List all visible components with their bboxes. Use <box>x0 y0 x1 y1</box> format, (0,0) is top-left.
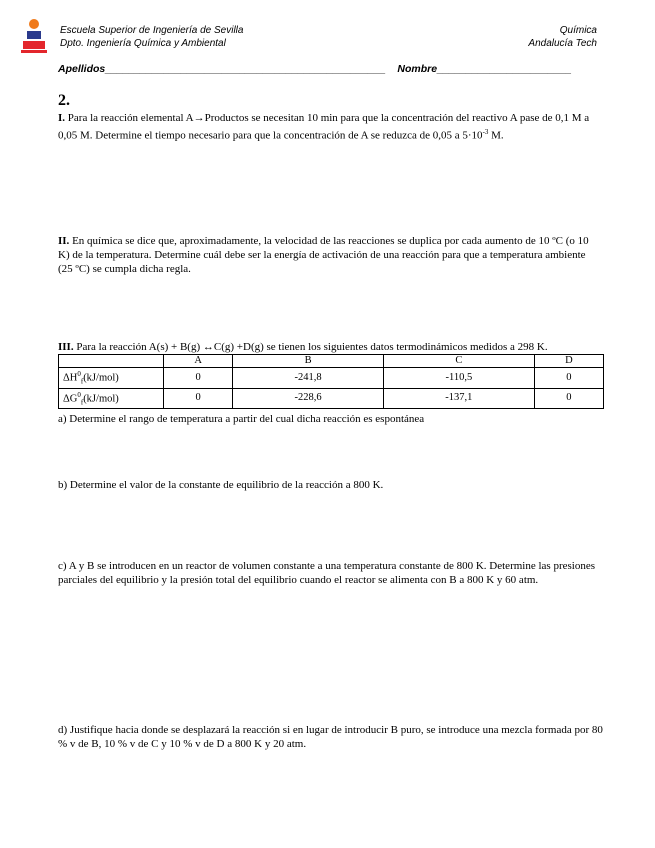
student-fields <box>58 63 571 75</box>
table-header-cell: C <box>383 355 534 368</box>
table-cell: -110,5 <box>383 368 534 389</box>
table-cell: -137,1 <box>383 388 534 409</box>
row-label <box>59 368 164 389</box>
row-label-symbol: ΔH <box>63 372 78 384</box>
question-c: c) A y B se introducen en un reactor de volumen constante a una temperatura constante de 800 K. Determine las presiones parciales del equilibrio y la presión total del equilibrio cuando el reactor se alimenta con B a 800 K y 60 atm. <box>58 560 595 586</box>
question-number: 2. <box>58 92 70 109</box>
row-label-sup: 0 <box>77 390 81 399</box>
school-name: Escuela Superior de Ingeniería de Sevilla <box>60 25 244 36</box>
row-label-sub: f <box>80 398 84 407</box>
part-1-exponent: -3 <box>482 128 489 136</box>
part-1-reaction: Para la reacción elemental A→Productos <box>67 112 249 124</box>
question-b: b) Determine el valor de la constante de equilibrio de la reacción a 800 K. <box>58 479 384 491</box>
name-label: Nombre <box>397 63 438 75</box>
part-2-body: En química se dice que, aproximadamente, la velocidad de las reacciones se duplica por cada aumento de 10 ºC (o 10 K) de la temperatura. Determine cuál debe ser la energía de activación de una reacción para que a temperatura ambiente (25 ºC) se cumpla dicha regla. <box>58 235 589 275</box>
table-header-cell: B <box>233 355 384 368</box>
table-header-cell: A <box>164 355 233 368</box>
course-name: Andalucía Tech <box>528 38 597 49</box>
surname-field[interactable]: ________________________________________________ <box>105 63 386 75</box>
table-row <box>59 388 604 409</box>
part-1-text <box>58 111 598 143</box>
row-label-unit: (kJ/mol) <box>83 372 119 384</box>
row-label-unit: (kJ/mol) <box>83 393 119 405</box>
part-1-label: I. <box>58 112 66 124</box>
question-d: d) Justifique hacia donde se desplazará la reacción si en lugar de introducir B puro, se introduce una mezcla formada por 80 % v de B, 10 % v de C y 10 % v de D a 800 K y 20 atm. <box>58 724 603 750</box>
thermo-data-table <box>58 354 604 409</box>
table-cell: 0 <box>164 388 233 409</box>
surname-label: Apellidos <box>58 63 106 75</box>
table-cell: 0 <box>534 388 603 409</box>
table-row <box>59 368 604 389</box>
table-header-row <box>59 355 604 368</box>
part-2-label: II. <box>58 235 70 247</box>
table-cell: -228,6 <box>233 388 384 409</box>
table-header-cell <box>59 355 164 368</box>
header-right <box>528 24 597 50</box>
row-label <box>59 388 164 409</box>
row-label-symbol: ΔG <box>63 393 78 405</box>
part-1-end: M. <box>488 129 504 142</box>
university-logo <box>19 18 49 54</box>
part-3-text <box>58 340 618 354</box>
part-2-text <box>58 234 598 276</box>
table-cell: -241,8 <box>233 368 384 389</box>
row-label-sub: f <box>80 377 84 386</box>
header-left <box>60 24 243 50</box>
part-3-body: Para la reacción A(s) + B(g) ↔C(g) +D(g) se tienen los siguientes datos termodinámicos medidos a 298 K. <box>76 341 548 353</box>
row-label-sup: 0 <box>77 370 81 378</box>
question-a: a) Determine el rango de temperatura a partir del cual dicha reacción es espontánea <box>58 413 425 425</box>
part-1-body: se necesitan 10 min para que la concentración del reactivo A pase de 0,1 M a 0,05 M. Determine el tiempo necesario para que la concentración de A se reduzca de 0,05 a 5·10 <box>58 112 590 142</box>
department-name: Dpto. Ingeniería Química y Ambiental <box>60 38 226 49</box>
table-cell: 0 <box>164 368 233 389</box>
table-cell: 0 <box>534 368 603 389</box>
part-3-label: III. <box>58 341 74 353</box>
name-field[interactable]: _______________________ <box>437 63 572 75</box>
subject-name: Química <box>559 25 597 36</box>
table-header-cell: D <box>534 355 603 368</box>
